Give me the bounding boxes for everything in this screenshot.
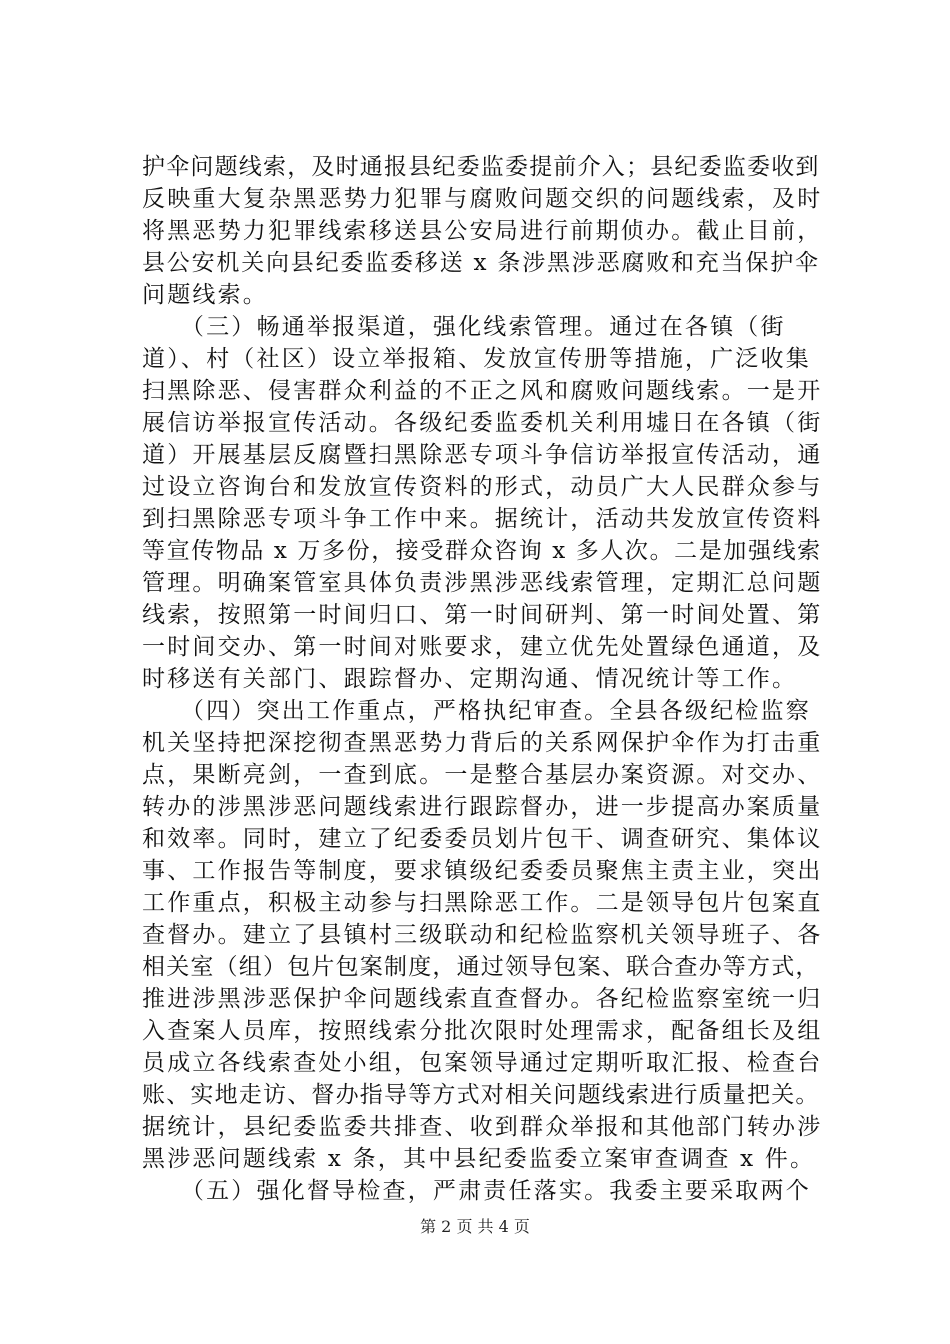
text-line: 等宣传物品 x 万多份，接受群众咨询 x 多人次。二是加强线索: [142, 538, 822, 564]
text-line: 县公安机关向县纪委监委移送 x 条涉黑涉恶腐败和充当保护伞: [142, 250, 820, 276]
text-line: 账、实地走访、督办指导等方式对相关问题线索进行质量把关。: [142, 1082, 820, 1108]
text-line: 时移送有关部门、跟踪督办、定期沟通、情况统计等工作。: [142, 666, 798, 692]
text-line: 将黑恶势力犯罪线索移送县公安局进行前期侦办。截止目前，: [142, 218, 823, 244]
text-line: 入查案人员库，按照线索分批次限时处理需求，配备组长及组: [142, 1018, 823, 1044]
text-line: 一时间交办、第一时间对账要求，建立优先处置绿色通道，及: [142, 634, 823, 660]
text-line: 点，果断亮剑，一查到底。一是整合基层办案资源。对交办、: [142, 762, 823, 788]
text-line: 护伞问题线索，及时通报县纪委监委提前介入；县纪委监委收到: [142, 154, 820, 180]
text-line: 过设立咨询台和发放宣传资料的形式，动员广大人民群众参与: [142, 474, 823, 500]
text-line: 机关坚持把深挖彻查黑恶势力背后的关系网保护伞作为打击重: [142, 730, 823, 756]
text-line: 反映重大复杂黑恶势力犯罪与腐败问题交织的问题线索，及时: [142, 186, 823, 212]
text-line: （五）强化督导检查，严肃责任落实。我委主要采取两个: [142, 1178, 811, 1204]
text-line: 和效率。同时，建立了纪委委员划片包干、调查研究、集体议: [142, 826, 823, 852]
body-text: [142, 151, 822, 1207]
text-line: 到扫黑除恶专项斗争工作中来。据统计，活动共发放宣传资料: [142, 506, 823, 532]
text-line: 推进涉黑涉恶保护伞问题线索直查督办。各纪检监察室统一归: [142, 986, 823, 1012]
text-line: 工作重点，积极主动参与扫黑除恶工作。二是领导包片包案直: [142, 890, 823, 916]
page-number-footer: 第 2 页 共 4 页: [420, 1217, 530, 1236]
text-line: （三）畅通举报渠道，强化线索管理。通过在各镇（街: [142, 314, 786, 340]
text-line: 线索，按照第一时间归口、第一时间研判、第一时间处置、第: [142, 602, 823, 628]
text-line: 黑涉恶问题线索 x 条，其中县纪委监委立案审查调查 x 件。: [142, 1146, 816, 1172]
text-line: 道）、村（社区）设立举报箱、发放宣传册等措施，广泛收集: [142, 346, 811, 372]
text-line: 展信访举报宣传活动。各级纪委监委机关利用墟日在各镇（街: [142, 410, 823, 436]
text-line: 相关室（组）包片包案制度，通过领导包案、联合查办等方式，: [142, 954, 820, 980]
text-line: 员成立各线索查处小组，包案领导通过定期听取汇报、检查台: [142, 1050, 823, 1076]
text-line: 转办的涉黑涉恶问题线索进行跟踪督办，进一步提高办案质量: [142, 794, 823, 820]
text-line: 据统计，县纪委监委共排查、收到群众举报和其他部门转办涉: [142, 1114, 823, 1140]
text-line: 查督办。建立了县镇村三级联动和纪检监察机关领导班子、各: [142, 922, 823, 948]
text-line: （四）突出工作重点，严格执纪审查。全县各级纪检监察: [142, 698, 811, 724]
text-line: 问题线索。: [142, 282, 268, 308]
text-line: 管理。明确案管室具体负责涉黑涉恶线索管理，定期汇总问题: [142, 570, 823, 596]
text-line: 事、工作报告等制度，要求镇级纪委委员聚焦主责主业，突出: [142, 858, 823, 884]
text-line: 扫黑除恶、侵害群众利益的不正之风和腐败问题线索。一是开: [142, 378, 823, 404]
text-line: 道）开展基层反腐暨扫黑除恶专项斗争信访举报宣传活动，通: [142, 442, 823, 468]
